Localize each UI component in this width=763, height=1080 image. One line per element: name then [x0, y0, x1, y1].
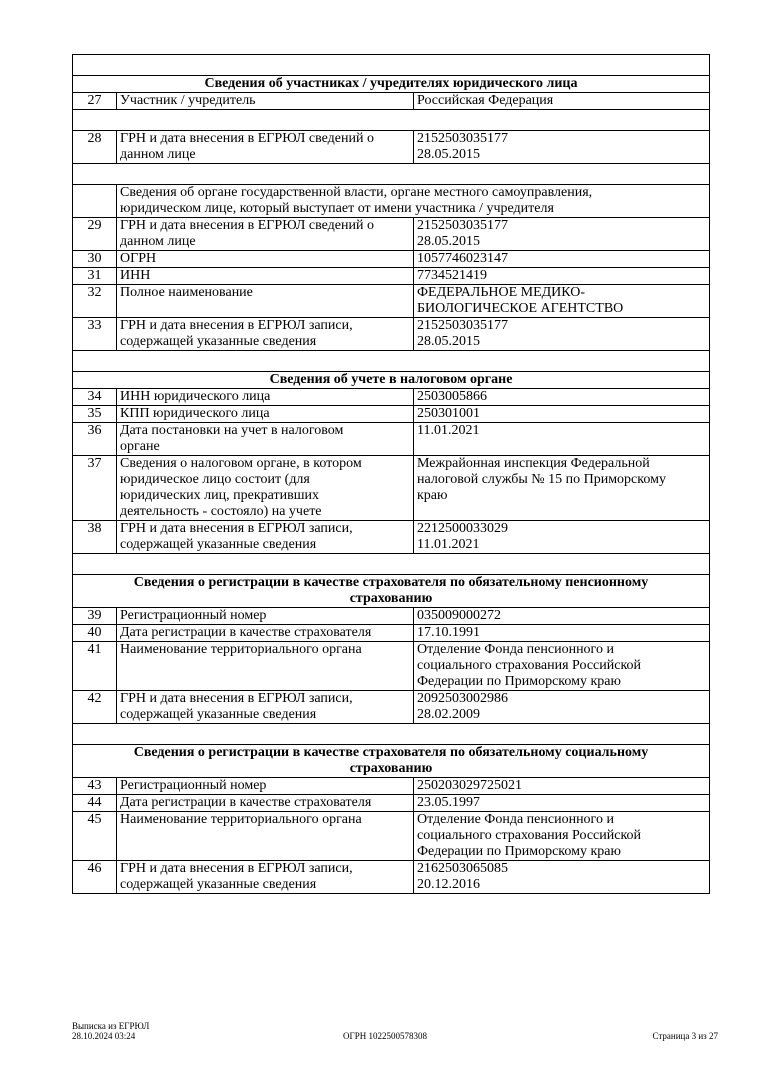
text-line: Дата регистрации в качестве страхователя: [120, 625, 372, 640]
section-header-row: [73, 575, 710, 608]
subsection-title: [117, 185, 710, 218]
field-label: [117, 795, 414, 812]
section-header-row: [73, 76, 710, 93]
row-number: 46: [73, 861, 117, 894]
field-label: [117, 778, 414, 795]
text-line: Сведения о налоговом органе, в котором: [120, 456, 362, 471]
text-line: Наименование территориального органа: [120, 642, 362, 657]
text-line: 250203029725021: [417, 778, 522, 793]
text-line: 7734521419: [417, 268, 487, 283]
field-value: [414, 521, 710, 554]
row-number: 43: [73, 778, 117, 795]
field-value: [414, 131, 710, 164]
text-line: ФЕДЕРАЛЬНОЕ МЕДИКО-: [417, 285, 586, 300]
text-line: 250301001: [417, 406, 480, 421]
field-value: [414, 318, 710, 351]
field-label: [117, 812, 414, 861]
spacer-row: [73, 724, 710, 745]
text-line: ИНН: [120, 268, 151, 283]
field-label: [117, 285, 414, 318]
spacer-cell: [73, 55, 710, 76]
text-line: Сведения о регистрации в качестве страхователя по обязательному пенсионному: [133, 575, 649, 590]
text-line: 11.01.2021: [417, 423, 480, 438]
footer-ogrn: ОГРН 1022500578308: [343, 1031, 427, 1041]
text-line: 28.02.2009: [417, 707, 480, 722]
table-row: [73, 285, 710, 318]
text-line: деятельность - состояло) на учете: [120, 504, 322, 519]
section-title: [73, 745, 710, 778]
text-line: Межрайонная инспекция Федеральной: [417, 456, 650, 471]
text-line: 2162503065085: [417, 861, 508, 876]
section-title: [73, 76, 710, 93]
text-line: содержащей указанные сведения: [120, 707, 317, 722]
text-line: 2152503035177: [417, 318, 508, 333]
text-line: Федерации по Приморскому краю: [417, 844, 621, 859]
text-line: страхованию: [349, 591, 433, 606]
text-line: данном лице: [120, 147, 196, 162]
text-line: ГРН и дата внесения в ЕГРЮЛ сведений о: [120, 218, 374, 233]
text-line: содержащей указанные сведения: [120, 334, 317, 349]
field-value: [414, 423, 710, 456]
text-line: 23.05.1997: [417, 795, 480, 810]
field-label: [117, 456, 414, 521]
field-value: [414, 268, 710, 285]
table-row: [73, 406, 710, 423]
field-value: [414, 608, 710, 625]
spacer-row: [73, 351, 710, 372]
text-line: Отделение Фонда пенсионного и: [417, 642, 614, 657]
row-number: 40: [73, 625, 117, 642]
text-line: юридических лиц, прекративших: [120, 488, 320, 503]
field-value: [414, 251, 710, 268]
table-row: [73, 268, 710, 285]
field-label: [117, 131, 414, 164]
field-value: [414, 795, 710, 812]
text-line: социального страхования Российской: [417, 658, 642, 673]
field-value: [414, 218, 710, 251]
table-row: [73, 456, 710, 521]
field-value: [414, 406, 710, 423]
field-value: [414, 456, 710, 521]
field-value: [414, 812, 710, 861]
text-line: ГРН и дата внесения в ЕГРЮЛ сведений о: [120, 131, 374, 146]
text-line: краю: [417, 488, 448, 503]
section-header-row: [73, 372, 710, 389]
text-line: социального страхования Российской: [417, 828, 642, 843]
subsection-header-row: [73, 185, 710, 218]
text-line: 11.01.2021: [417, 537, 480, 552]
footer-document-info: [72, 1021, 149, 1041]
section-header-row: [73, 745, 710, 778]
row-number: 39: [73, 608, 117, 625]
field-label: [117, 691, 414, 724]
table-row: [73, 521, 710, 554]
table-row: [73, 131, 710, 164]
text-line: 035009000272: [417, 608, 501, 623]
text-line: Отделение Фонда пенсионного и: [417, 812, 614, 827]
field-label: [117, 389, 414, 406]
spacer-row: [73, 110, 710, 131]
text-line: 28.05.2015: [417, 147, 480, 162]
spacer-cell: [73, 110, 710, 131]
field-label: [117, 251, 414, 268]
row-number: 45: [73, 812, 117, 861]
text-line: налоговой службы № 15 по Приморскому: [417, 472, 666, 487]
text-line: КПП юридического лица: [120, 406, 270, 421]
section-title: [73, 372, 710, 389]
field-value: [414, 642, 710, 691]
field-label: [117, 642, 414, 691]
table-row: [73, 691, 710, 724]
text-line: 2152503035177: [417, 218, 508, 233]
field-value: [414, 93, 710, 110]
row-number: 32: [73, 285, 117, 318]
text-line: БИОЛОГИЧЕСКОЕ АГЕНТСТВО: [417, 301, 624, 316]
spacer-cell: [73, 724, 710, 745]
field-label: [117, 608, 414, 625]
row-number: 36: [73, 423, 117, 456]
field-value: [414, 861, 710, 894]
row-number: 44: [73, 795, 117, 812]
text-line: Дата регистрации в качестве страхователя: [120, 795, 372, 810]
text-line: Сведения о регистрации в качестве страхователя по обязательному социальному: [133, 745, 649, 760]
table-row: [73, 318, 710, 351]
table-row: [73, 93, 710, 110]
footer-document-name: Выписка из ЕГРЮЛ: [72, 1021, 150, 1031]
text-line: 28.05.2015: [417, 334, 480, 349]
text-line: 2152503035177: [417, 131, 508, 146]
field-value: [414, 691, 710, 724]
table-row: [73, 812, 710, 861]
table-row: [73, 861, 710, 894]
section-title: [73, 575, 710, 608]
text-line: Регистрационный номер: [120, 778, 267, 793]
field-label: [117, 268, 414, 285]
row-number: 31: [73, 268, 117, 285]
row-number: 42: [73, 691, 117, 724]
table-row: [73, 423, 710, 456]
field-value: [414, 285, 710, 318]
row-number: 28: [73, 131, 117, 164]
row-number: 38: [73, 521, 117, 554]
table-row: [73, 642, 710, 691]
spacer-row: [73, 55, 710, 76]
field-value: [414, 389, 710, 406]
text-line: 17.10.1991: [417, 625, 480, 640]
row-number-cell: [73, 185, 117, 218]
text-line: Наименование территориального органа: [120, 812, 362, 827]
egrul-extract-table: [72, 54, 710, 894]
text-line: Сведения об учете в налоговом органе: [269, 372, 513, 387]
row-number: 29: [73, 218, 117, 251]
text-line: органе: [120, 439, 160, 454]
field-label: [117, 318, 414, 351]
spacer-cell: [73, 351, 710, 372]
field-value: [414, 778, 710, 795]
text-line: Сведения об органе государственной власти, органе местного самоуправления,: [120, 185, 593, 200]
spacer-row: [73, 164, 710, 185]
text-line: ГРН и дата внесения в ЕГРЮЛ записи,: [120, 521, 353, 536]
text-line: содержащей указанные сведения: [120, 877, 317, 892]
text-line: ИНН юридического лица: [120, 389, 271, 404]
field-label: [117, 218, 414, 251]
row-number: 33: [73, 318, 117, 351]
field-label: [117, 521, 414, 554]
table-row: [73, 389, 710, 406]
text-line: ГРН и дата внесения в ЕГРЮЛ записи,: [120, 691, 353, 706]
spacer-cell: [73, 164, 710, 185]
spacer-row: [73, 554, 710, 575]
text-line: ГРН и дата внесения в ЕГРЮЛ записи,: [120, 861, 353, 876]
text-line: Федерации по Приморскому краю: [417, 674, 621, 689]
field-label: [117, 861, 414, 894]
text-line: Полное наименование: [120, 285, 253, 300]
field-label: [117, 625, 414, 642]
row-number: 34: [73, 389, 117, 406]
text-line: юридическом лице, который выступает от имени участника / учредителя: [120, 201, 554, 216]
table-row: [73, 608, 710, 625]
field-label: [117, 423, 414, 456]
text-line: юридическое лицо состоит (для: [120, 472, 310, 487]
spacer-cell: [73, 554, 710, 575]
table-row: [73, 251, 710, 268]
text-line: 2212500033029: [417, 521, 508, 536]
footer-datetime: 28.10.2024 03:24: [72, 1031, 136, 1041]
field-value: [414, 625, 710, 642]
field-label: [117, 406, 414, 423]
row-number: 41: [73, 642, 117, 691]
row-number: 27: [73, 93, 117, 110]
text-line: 20.12.2016: [417, 877, 480, 892]
text-line: Сведения об участниках / учредителях юридического лица: [204, 76, 578, 91]
row-number: 37: [73, 456, 117, 521]
text-line: данном лице: [120, 234, 196, 249]
text-line: 2092503002986: [417, 691, 508, 706]
table-row: [73, 625, 710, 642]
text-line: Российская Федерация: [417, 93, 554, 108]
table-row: [73, 778, 710, 795]
text-line: 2503005866: [417, 389, 487, 404]
footer-page-number: Страница 3 из 27: [652, 1031, 718, 1041]
text-line: 28.05.2015: [417, 234, 480, 249]
text-line: ГРН и дата внесения в ЕГРЮЛ записи,: [120, 318, 353, 333]
text-line: 1057746023147: [417, 251, 508, 266]
text-line: содержащей указанные сведения: [120, 537, 317, 552]
row-number: 35: [73, 406, 117, 423]
text-line: страхованию: [349, 761, 433, 776]
text-line: ОГРН: [120, 251, 157, 266]
text-line: Участник / учредитель: [120, 93, 256, 108]
row-number: 30: [73, 251, 117, 268]
table-row: [73, 218, 710, 251]
text-line: Дата постановки на учет в налоговом: [120, 423, 344, 438]
table-row: [73, 795, 710, 812]
field-label: [117, 93, 414, 110]
text-line: Регистрационный номер: [120, 608, 267, 623]
